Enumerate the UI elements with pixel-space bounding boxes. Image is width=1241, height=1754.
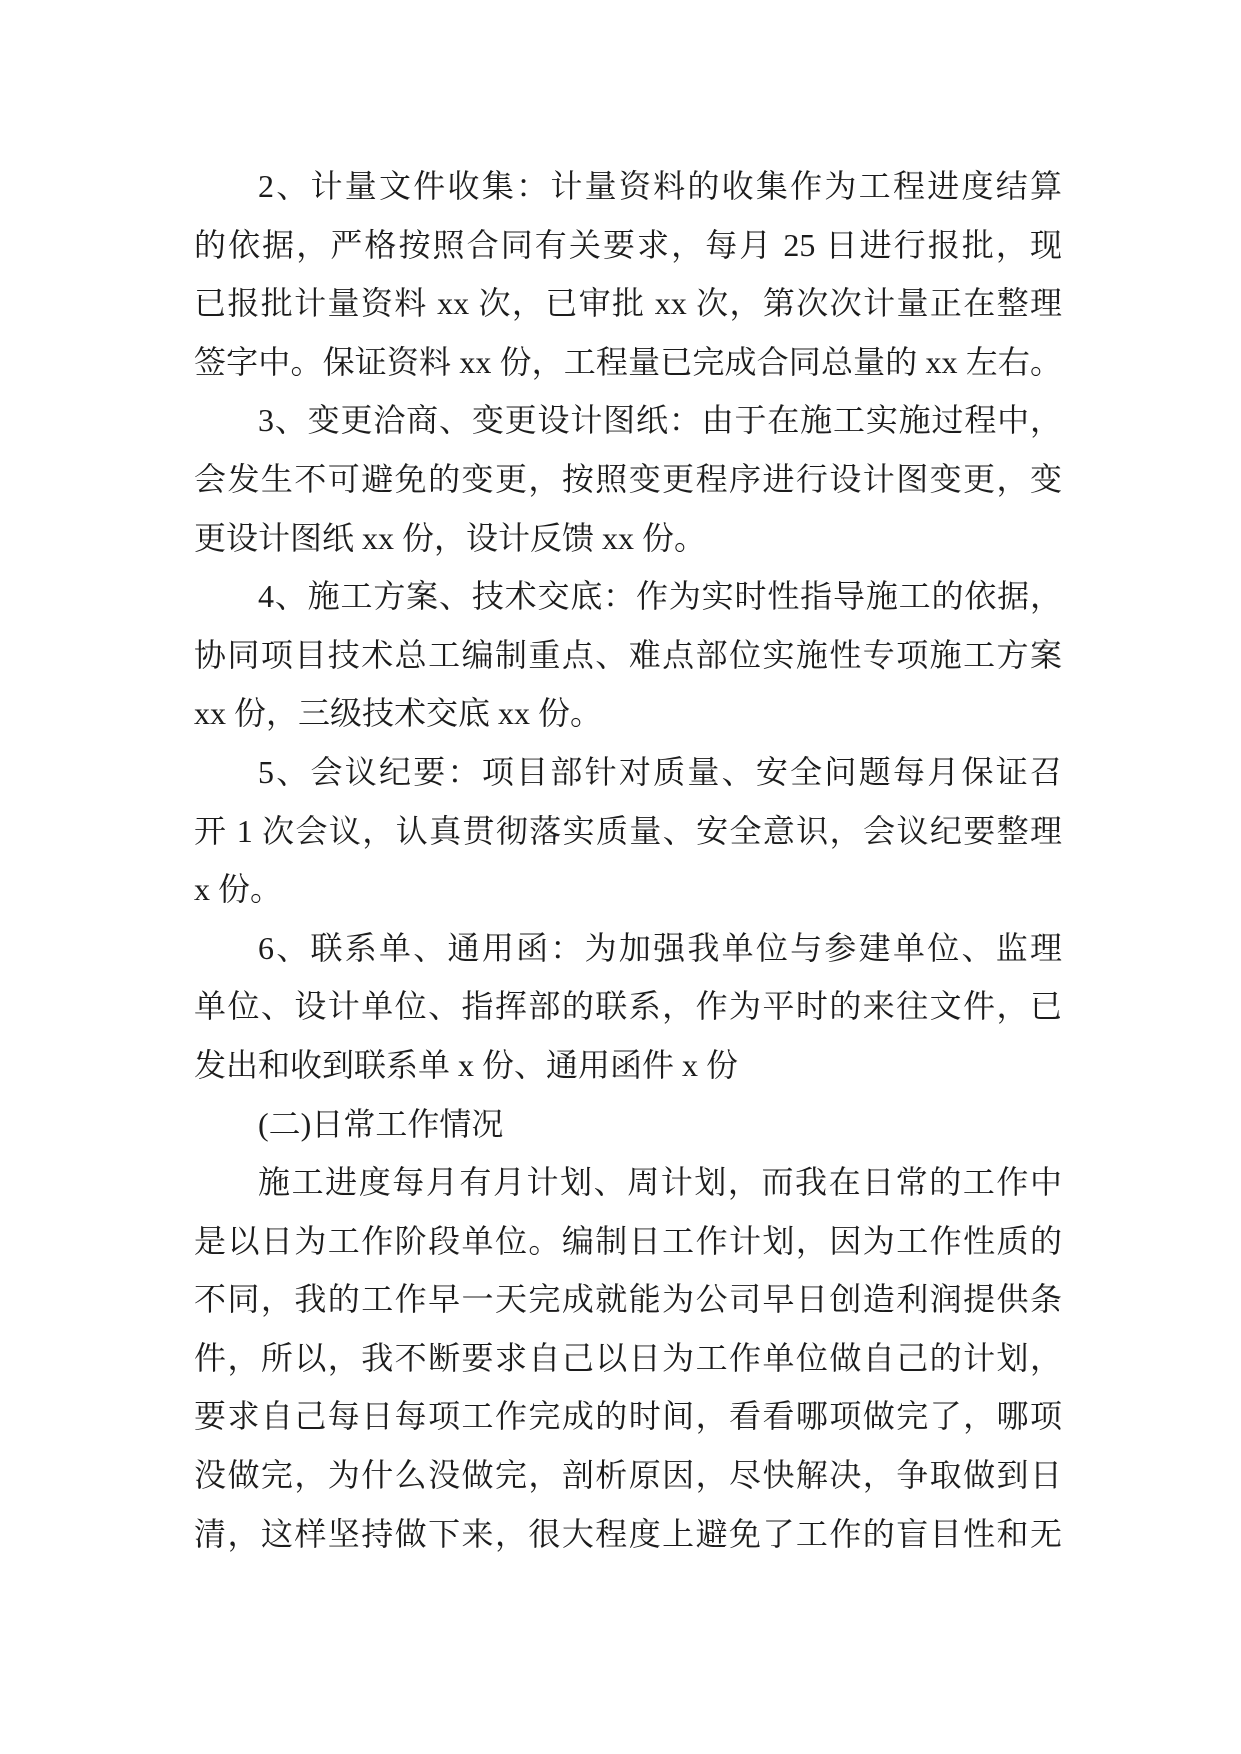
paragraph-line: x 份。: [194, 871, 283, 908]
paragraph-line: 会发生不可避免的变更，按照变更程序进行设计图变更，变: [194, 460, 1062, 497]
paragraph-design-changes: [194, 391, 1062, 567]
paragraph-line: 4、施工方案、技术交底：作为实时性指导施工的依据，: [258, 578, 1062, 615]
text-column: [194, 157, 1062, 1563]
paragraph-line: 的依据，严格按照合同有关要求，每月 25 日进行报批，现: [194, 226, 1062, 263]
paragraph-meeting-minutes: [194, 743, 1062, 919]
paragraph-line: 已报批计量资料 xx 次，已审批 xx 次，第次次计量正在整理: [194, 285, 1062, 322]
paragraph-line: 更设计图纸 xx 份，设计反馈 xx 份。: [194, 519, 707, 556]
paragraph-line: 3、变更洽商、变更设计图纸：由于在施工实施过程中，: [258, 402, 1062, 439]
section-heading: [194, 1095, 1062, 1154]
paragraph-line: 不同，我的工作早一天完成就能为公司早日创造利润提供条: [194, 1281, 1062, 1318]
paragraph-line: 发出和收到联系单 x 份、通用函件 x 份: [194, 1046, 739, 1083]
paragraph-line: 开 1 次会议，认真贯彻落实质量、安全意识，会议纪要整理: [194, 812, 1062, 849]
section-heading-text: (二)日常工作情况: [258, 1105, 504, 1142]
paragraph-line: 清，这样坚持做下来，很大程度上避免了工作的盲目性和无: [194, 1515, 1062, 1552]
paragraph-line: 要求自己每日每项工作完成的时间，看看哪项做完了，哪项: [194, 1398, 1062, 1435]
paragraph-line: 施工进度每月有月计划、周计划，而我在日常的工作中: [258, 1164, 1062, 1201]
paragraph-contact-letters: [194, 919, 1062, 1095]
paragraph-line: 单位、设计单位、指挥部的联系，作为平时的来往文件，已: [194, 988, 1062, 1025]
paragraph-line: 协同项目技术总工编制重点、难点部位实施性专项施工方案: [194, 636, 1062, 673]
paragraph-daily-work: [194, 1153, 1062, 1563]
paragraph-line: 5、会议纪要：项目部针对质量、安全问题每月保证召: [258, 753, 1062, 790]
paragraph-line: 是以日为工作阶段单位。编制日工作计划，因为工作性质的: [194, 1222, 1062, 1259]
paragraph-line: 6、联系单、通用函：为加强我单位与参建单位、监理: [258, 929, 1062, 966]
paragraph-line: 没做完，为什么没做完，剖析原因，尽快解决，争取做到日: [194, 1457, 1062, 1494]
paragraph-metering-files: [194, 157, 1062, 391]
paragraph-line: 签字中。保证资料 xx 份，工程量已完成合同总量的 xx 左右。: [194, 343, 1062, 380]
paragraph-line: 2、计量文件收集：计量资料的收集作为工程进度结算: [258, 168, 1062, 204]
paragraph-line: xx 份，三级技术交底 xx 份。: [194, 695, 603, 732]
paragraph-construction-plans: [194, 567, 1062, 743]
paragraph-line: 件，所以，我不断要求自己以日为工作单位做自己的计划，: [194, 1339, 1062, 1376]
